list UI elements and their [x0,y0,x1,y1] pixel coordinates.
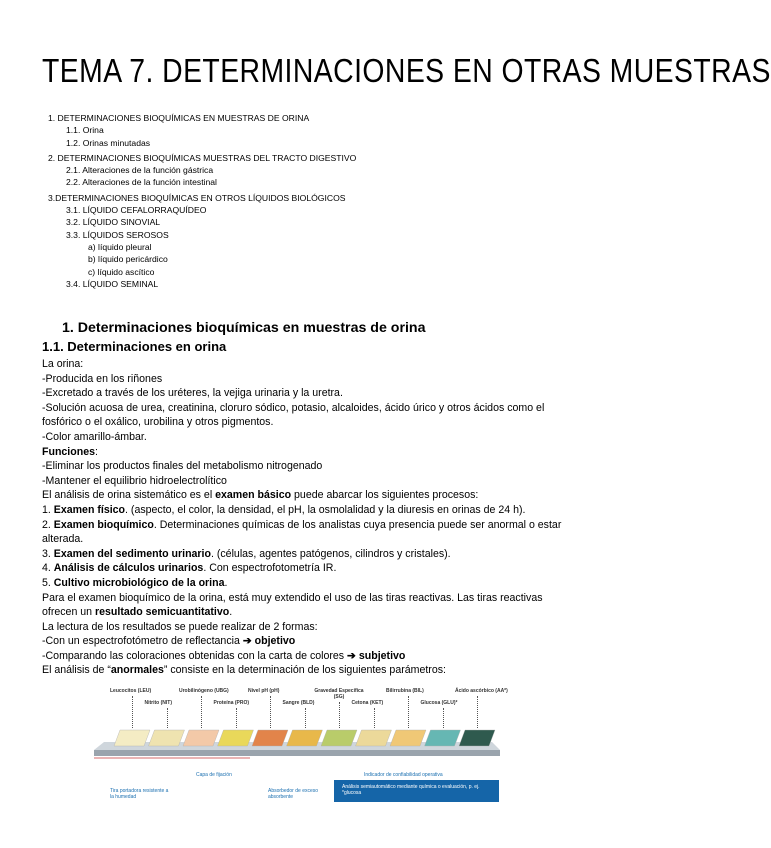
toc-item: 1. DETERMINACIONES BIOQUÍMICAS EN MUESTRAS DE ORINA [48,113,310,123]
strip-leader-line [201,696,202,728]
toc-item: 3.2. LÍQUIDO SINOVIAL [66,217,161,228]
paragraph: La lectura de los resultados se puede realizar de 2 formas: [42,620,318,633]
paragraph: -Eliminar los productos finales del metabolismo nitrogenado [42,460,323,473]
test-strip-figure [90,684,510,814]
paragraph: -Mantener el equilibrio hidroelectrolítico [42,474,227,487]
strip-parameter-label: Ácido ascórbico (AA*) [455,688,508,694]
strip-parameter-label: Gravedad Específica (SG) [314,688,364,700]
paragraph: -Solución acuosa de urea, creatinina, cloruro sódico, potasio, alcaloides, ácido úrico y otros ácidos como el fosfórico o el oxálico, urobilina y otros pigmentos. [42,401,545,429]
strip-pad [287,730,323,746]
strip-pad [459,730,495,746]
strip-pad [149,730,185,746]
toc-item: 3.1. LÍQUIDO CEFALORRAQUÍDEO [66,205,207,216]
strip-pad [390,730,426,746]
strip-leader-line [270,696,271,728]
strip-pad [183,730,219,746]
strip-leader-line [443,708,444,728]
list-item: 2. Examen bioquímico. Determinaciones químicas de los analistas cuya presencia puede ser anormal o estar alterada. [42,518,562,546]
blue-info-text: Análisis semiautomático mediante química o evaluación, p. ej. *glucosa [342,784,480,796]
paragraph: -Color amarillo-ámbar. [42,430,147,443]
toc-item: 3.3. LÍQUIDOS SEROSOS [66,229,169,240]
list-item: 4. Análisis de cálculos urinarios. Con espectrofotometría IR. [42,562,337,575]
blue-info-box [334,780,499,802]
toc-item: c) líquido ascítico [88,266,155,277]
strip-parameter-label: Nivel pH (pH) [248,688,280,694]
label-tira: Tira portadora resistente a la humedad [110,788,169,800]
paragraph: El análisis de “anormales” consiste en la determinación de los siguientes parámetros: [42,664,446,677]
strip-parameter-label: Nitrito (NIT) [144,700,172,706]
paragraph: -Producida en los riñones [42,372,163,385]
section-heading: 1. Determinaciones bioquímicas en muestras de orina [62,320,426,336]
toc-item: 3.DETERMINACIONES BIOQUÍMICAS EN OTROS LÍQUIDOS BIOLÓGICOS [48,192,346,203]
strip-pad [425,730,461,746]
strip-leader-line [374,708,375,728]
strip-leader-line [132,696,133,728]
list-item: 1. Examen físico. (aspecto, el color, la densidad, el pH, la osmolalidad y la diuresis en orinas de 24 h). [42,503,526,516]
strip-leader-line [305,708,306,728]
toc-item: 3.4. LÍQUIDO SEMINAL [66,278,159,289]
strip-parameter-label: Bilirrubina (BIL) [386,688,424,694]
toc-item: 2.2. Alteraciones de la función intestinal [66,177,217,188]
toc-item: 2. DETERMINACIONES BIOQUÍMICAS MUESTRAS DEL TRACTO DIGESTIVO [48,152,357,163]
paragraph: La orina: [42,358,84,370]
strip-pad [356,730,392,746]
strip-pad [252,730,288,746]
strip-parameter-label: Proteína (PRO) [213,700,250,706]
toc-item: 1.2. Orinas minutadas [66,137,151,148]
strip-parameter-label: Glucosa (GLU)* [420,700,458,706]
paragraph: -Excretado a través de los uréteres, la vejiga urinaria y la uretra. [42,387,343,400]
paragraph: -Comparando las coloraciones obtenidas con la carta de colores ➔ subjetivo [42,649,406,662]
strip-leader-line [236,708,237,728]
strip-pad [114,730,150,746]
label-absorb: Absorbedor de exceso absorbente [268,788,319,800]
paragraph: El análisis de orina sistemático es el examen básico puede abarcar los siguientes procesos: [42,489,479,502]
strip-parameter-label: Leucocitos (LEU) [110,688,152,694]
label-capa: Capa de fijación [196,772,232,778]
strip-leader-line [167,708,168,728]
strip-parameter-label: Cetona (KET) [351,700,384,706]
toc-item: a) líquido pleural [88,241,152,252]
paragraph: -Con un espectrofotómetro de reflectancia ➔ objetivo [42,635,296,648]
strip-leader-line [339,702,340,728]
subsection-heading: 1.1. Determinaciones en orina [42,339,227,354]
paragraph: Funciones: [42,445,98,458]
funciones-label: Funciones [42,445,95,458]
table-of-contents [48,112,356,290]
toc-item: b) líquido pericárdico [88,254,168,265]
strip-parameter-label: Urobilinógeno (UBG) [179,688,229,694]
toc-item: 1.1. Orina [66,125,104,136]
arrow-right-icon: ➔ [242,635,252,648]
paragraph: Para el examen bioquímico de la orina, está muy extendido el uso de las tiras reactivas. Las tiras reactivas ofrecen un resultado semicuantitativo. [42,591,543,619]
toc-item: 2.1. Alteraciones de la función gástrica [66,165,214,176]
strip-parameter-label: Sangre (BLD) [282,700,315,706]
strip-base-side [94,750,500,756]
list-item: 5. Cultivo microbiológico de la orina. [42,576,228,589]
test-strip-svg [90,684,510,780]
strip-pad [321,730,357,746]
strip-leader-line [408,696,409,728]
list-item: 3. Examen del sedimento urinario. (células, agentes patógenos, cilindros y cristales). [42,547,451,560]
arrow-right-icon: ➔ [347,649,356,662]
body-text [42,357,562,678]
page-title: TEMA 7. DETERMINACIONES EN OTRAS MUESTRAS [42,52,771,89]
label-indicador: Indicador de confiabilidad operativa [364,772,443,778]
strip-leader-line [477,696,478,728]
strip-pad [218,730,254,746]
